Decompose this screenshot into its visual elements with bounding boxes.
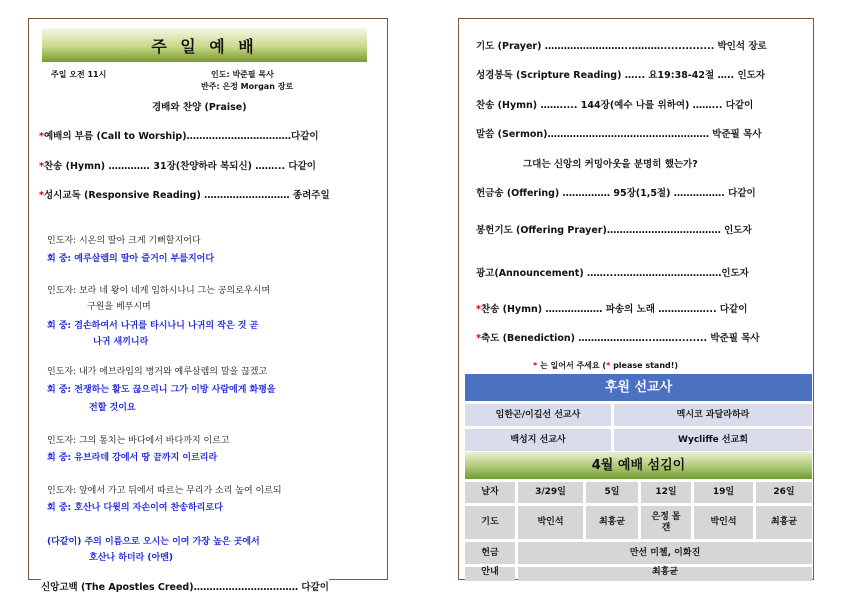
order-item-text: 헌금송 (Offering) …………… 95장(1,5절) ……………. 다같이: [476, 188, 756, 199]
order-item-responsive-reading: [39, 187, 330, 201]
sermon-title: 그대는 신앙의 커밍아웃을 분명히 했는가?: [523, 159, 698, 170]
order-item-offering: [476, 185, 756, 199]
missionary-cell: 백성지 선교사: [465, 429, 611, 451]
reading-leader-line: 인도자: 내가 에브라임의 병거와 예루살렘의 말을 끊겠고: [47, 367, 268, 377]
order-item-text: 봉헌기도 (Offering Prayer)……………………………… 인도자: [476, 225, 752, 236]
order-item-text: 광고(Announcement) ……...……………………………인도자: [476, 268, 749, 279]
service-time: 주일 오전 11시: [51, 70, 107, 79]
schedule-cell: 박인석: [694, 506, 753, 539]
schedule-cell: 만선 미첼, 이화진: [518, 542, 812, 564]
order-item-text: 예배의 부름 (Call to Worship)……………………………다같이: [43, 131, 319, 142]
stand-marker: *: [606, 361, 611, 370]
reading-congregation-line: 회 중: 호산나 다윗의 자손이여 찬송하리로다: [47, 503, 223, 513]
stand-note-text: 는 일어서 주세요 (: [537, 361, 607, 370]
reading-congregation-line: 회 중: 유브라데 강에서 땅 끝까지 이르리라: [47, 453, 218, 463]
order-item-creed: 신앙고백 (The Apostles Creed)…………………………… 다같이: [41, 579, 329, 593]
reading-congregation-line-cont: 전할 것이요: [89, 403, 136, 413]
stand-note: [533, 360, 678, 371]
schedule-cell: 최홍균: [586, 506, 638, 539]
order-item-hymn: [476, 97, 753, 111]
left-page: [28, 18, 388, 593]
order-item-call-to-worship: [39, 128, 319, 142]
reading-leader-line: 인도자: 앞에서 가고 뒤에서 따르는 무리가 소리 높여 이르되: [47, 486, 282, 496]
order-item-text: 찬송 (Hymn) ……………… 파송의 노래 ……………... 다같이: [480, 304, 748, 315]
schedule-column-header: 3/29일: [518, 482, 583, 503]
schedule-column-header: 날자: [465, 482, 515, 503]
page-title: 주 일 예 배: [151, 37, 258, 56]
order-item-scripture: [476, 67, 765, 81]
order-item-announcement: [476, 265, 749, 279]
schedule-cell: 박인석: [518, 506, 583, 539]
reading-leader-line-cont: 구원을 베푸시며: [87, 302, 151, 312]
reading-leader-line: 인도자: 시온의 딸아 크게 기뻐할지어다: [47, 236, 201, 246]
schedule-cell: 최홍균: [518, 567, 812, 581]
leader-label: 인도: 박준필 목사: [211, 70, 274, 79]
order-item-closing-hymn: [476, 301, 747, 315]
order-item-text: 말씀 (Sermon)…………………………………………… 박준필 목사: [476, 129, 762, 140]
order-item-text: 찬송 (Hymn) ……..... 144장(예수 나를 위하여) ……... 다같이: [476, 100, 754, 111]
reading-leader-line: 인도자: 그의 통치는 바다에서 바다까지 이르고: [47, 436, 230, 446]
stand-marker: *: [39, 190, 44, 201]
order-item-offering-prayer: [476, 222, 752, 236]
order-item-hymn: [39, 158, 316, 172]
order-item-benediction: [476, 330, 760, 344]
reading-congregation-line: 회 중: 전쟁하는 활도 끊으리니 그가 이방 사람에게 화평을: [47, 385, 276, 395]
stand-marker: *: [39, 161, 44, 172]
reading-leader-line: 인도자: 보라 네 왕이 네게 임하시나니 그는 공의로우시며: [47, 286, 271, 296]
reading-congregation-line-cont: 나귀 새끼니라: [93, 337, 149, 347]
order-item-text: 성경봉독 (Scripture Reading) …... 요19:38-42절 ….. 인도자: [476, 70, 766, 81]
accompanist-label: 반주: 은정 Morgan 장로: [201, 82, 294, 91]
order-item-prayer: [476, 38, 767, 52]
schedule-row-label: 헌금: [465, 542, 515, 564]
missionary-cell: 임한곤/이길선 선교사: [465, 404, 611, 426]
reading-congregation-line: 회 중: 예루살렘의 딸아 즐거이 부를지어다: [47, 254, 215, 264]
order-item-text: 축도 (Benediction) …………………...……......... 박준필 목사: [480, 333, 760, 344]
schedule-row-label: 기도: [465, 506, 515, 539]
schedule-cell: 최홍균: [756, 506, 812, 539]
order-item-sermon: [476, 126, 762, 140]
schedule-column-header: 5일: [586, 482, 638, 503]
stand-note-text-en: please stand!): [610, 361, 679, 370]
order-item-text: 성시교독 (Responsive Reading) ……………………… 종려주일: [43, 190, 330, 201]
right-page: [458, 18, 814, 580]
missionary-header: 후원 선교사: [465, 374, 812, 401]
schedule-row-label: 안내: [465, 567, 515, 581]
together-response: (다같이) 주의 이름으로 오시는 이여 가장 높은 곳에서: [47, 537, 260, 547]
schedule-column-header: 26일: [756, 482, 812, 503]
schedule-header: 4월 예배 섬김이: [465, 452, 812, 479]
schedule-column-header: 19일: [694, 482, 753, 503]
praise-section-heading: 경배와 찬양 (Praise): [152, 102, 247, 113]
schedule-column-header: 12일: [641, 482, 691, 503]
title-banner: [42, 28, 367, 62]
reading-congregation-line: 회 중: 겸손하여서 나귀를 타시나니 나귀의 작은 것 곧: [47, 321, 259, 331]
missionary-cell: 멕시코 과달라하라: [614, 404, 812, 426]
order-item-text: 찬송 (Hymn) …………. 31장(찬양하라 복되신) ……... 다같이: [43, 161, 316, 172]
stand-marker: *: [39, 131, 44, 142]
stand-marker: *: [476, 333, 481, 344]
stand-marker: *: [533, 361, 538, 370]
schedule-cell: 은정 몰갠: [641, 506, 691, 539]
missionary-cell: Wycliffe 선교회: [614, 429, 812, 451]
together-response-cont: 호산나 하더라 (아멘): [89, 553, 174, 563]
stand-marker: *: [476, 304, 481, 315]
order-item-text: 기도 (Prayer) ……………………...………............... 박인석 장로: [476, 41, 767, 52]
